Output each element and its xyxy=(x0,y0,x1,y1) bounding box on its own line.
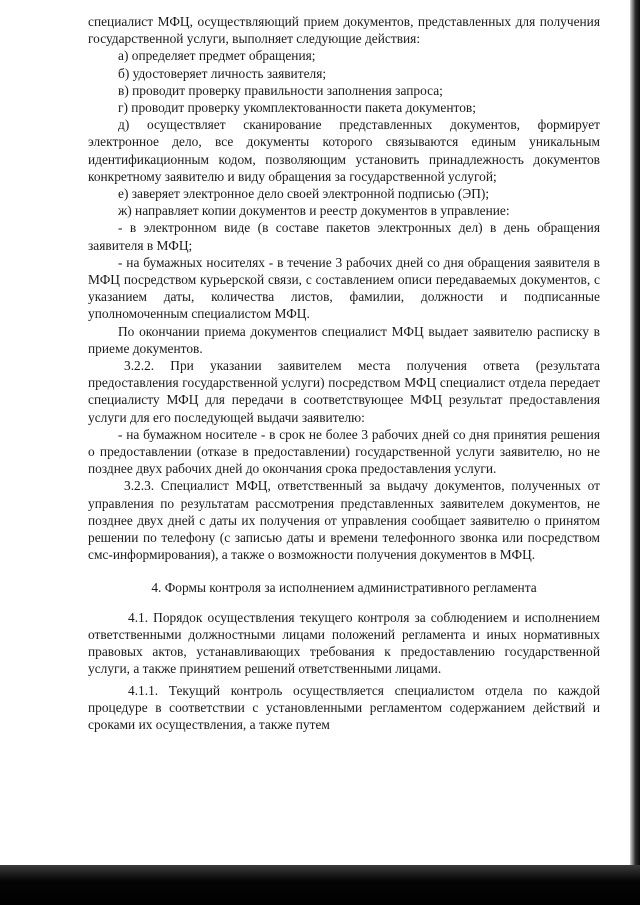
list-item-v: в) проводит проверку правильности заполнения запроса; xyxy=(118,82,443,98)
sub-item-paper-result: - на бумажном носителе - в срок не более 3 рабочих дней со дня принятия решения о предоставлении (отказе в предоставлении) государственной услуги заявителю, но не позднее двух рабочих дней до окончания срока предоставления услуги. xyxy=(88,426,600,477)
clause-3-2-3: 3.2.3. Специалист МФЦ, ответственный за выдачу документов, полученных от управления по результатам рассмотрения представленных заявителем документов, не позднее двух дней с даты их получения от управления сообщает заявителю о принятом решении по телефону (с записью даты и времени телефонного звонка или посредством смс-информирования), а также о возможности получения документов в МФЦ. xyxy=(88,478,600,563)
list-item-d: д) осуществляет сканирование представленных документов, формирует электронное дело, все документы которого связываются единым уникальным идентификационным кодом, позволяющим установить принадлежность документов конкретному заявителю и виду обращения за государственной услугой; xyxy=(88,117,600,184)
scan-edge-bottom xyxy=(0,865,640,905)
list-item-a: а) определяет предмет обращения; xyxy=(118,48,316,64)
list-item-g: г) проводит проверку укомплектованности пакета документов; xyxy=(118,100,476,116)
sub-item-electronic: - в электронном виде (в составе пакетов электронных дел) в день обращения заявителя в МФЦ; xyxy=(88,220,600,253)
clause-4-1: 4.1. Порядок осуществления текущего контроля за соблюдением и исполнением ответственными должностными лицами положений регламента и иных нормативных правовых актов, устанавливающих требования к предоставлению государственной услуги, а также принятием решений ответственными лицами. xyxy=(88,609,600,677)
list-item-b: б) удостоверяет личность заявителя; xyxy=(118,65,327,81)
list-item-e: е) заверяет электронное дело своей электронной подписью (ЭП); xyxy=(118,186,490,202)
paragraph-receipt: По окончании приема документов специалист МФЦ выдает заявителю расписку в приеме документов. xyxy=(88,323,600,356)
section-heading: 4. Формы контроля за исполнением административного регламента xyxy=(151,579,537,595)
clause-4-1-1: 4.1.1. Текущий контроль осуществляется специалистом отдела по каждой процедуре в соответствии с установленными регламентом содержанием действий и сроками их осуществления, а также путем xyxy=(88,682,600,732)
list-item-zh: ж) направляет копии документов и реестр документов в управление: xyxy=(118,203,510,219)
clause-3-2-2: 3.2.2. При указании заявителем места получения ответа (результата предоставления государственной услуги) посредством МФЦ специалист отдела передает специалисту МФЦ для передачи в соответствующее МФЦ результат предоставления услуги для его последующей выдачи заявителю: xyxy=(88,358,600,425)
scan-edge-right xyxy=(630,0,640,905)
document-body xyxy=(88,13,600,733)
sub-item-paper: - на бумажных носителях - в течение 3 рабочих дней со дня обращения заявителя в МФЦ посредством курьерской связи, с составлением описи передаваемых документов, с указанием даты, количества листов, фамилии, должности и подписанные уполномоченным специалистом МФЦ. xyxy=(88,254,600,322)
paragraph-intro: специалист МФЦ, осуществляющий прием документов, представленных для получения государственной услуги, выполняет следующие действия: xyxy=(88,14,600,47)
